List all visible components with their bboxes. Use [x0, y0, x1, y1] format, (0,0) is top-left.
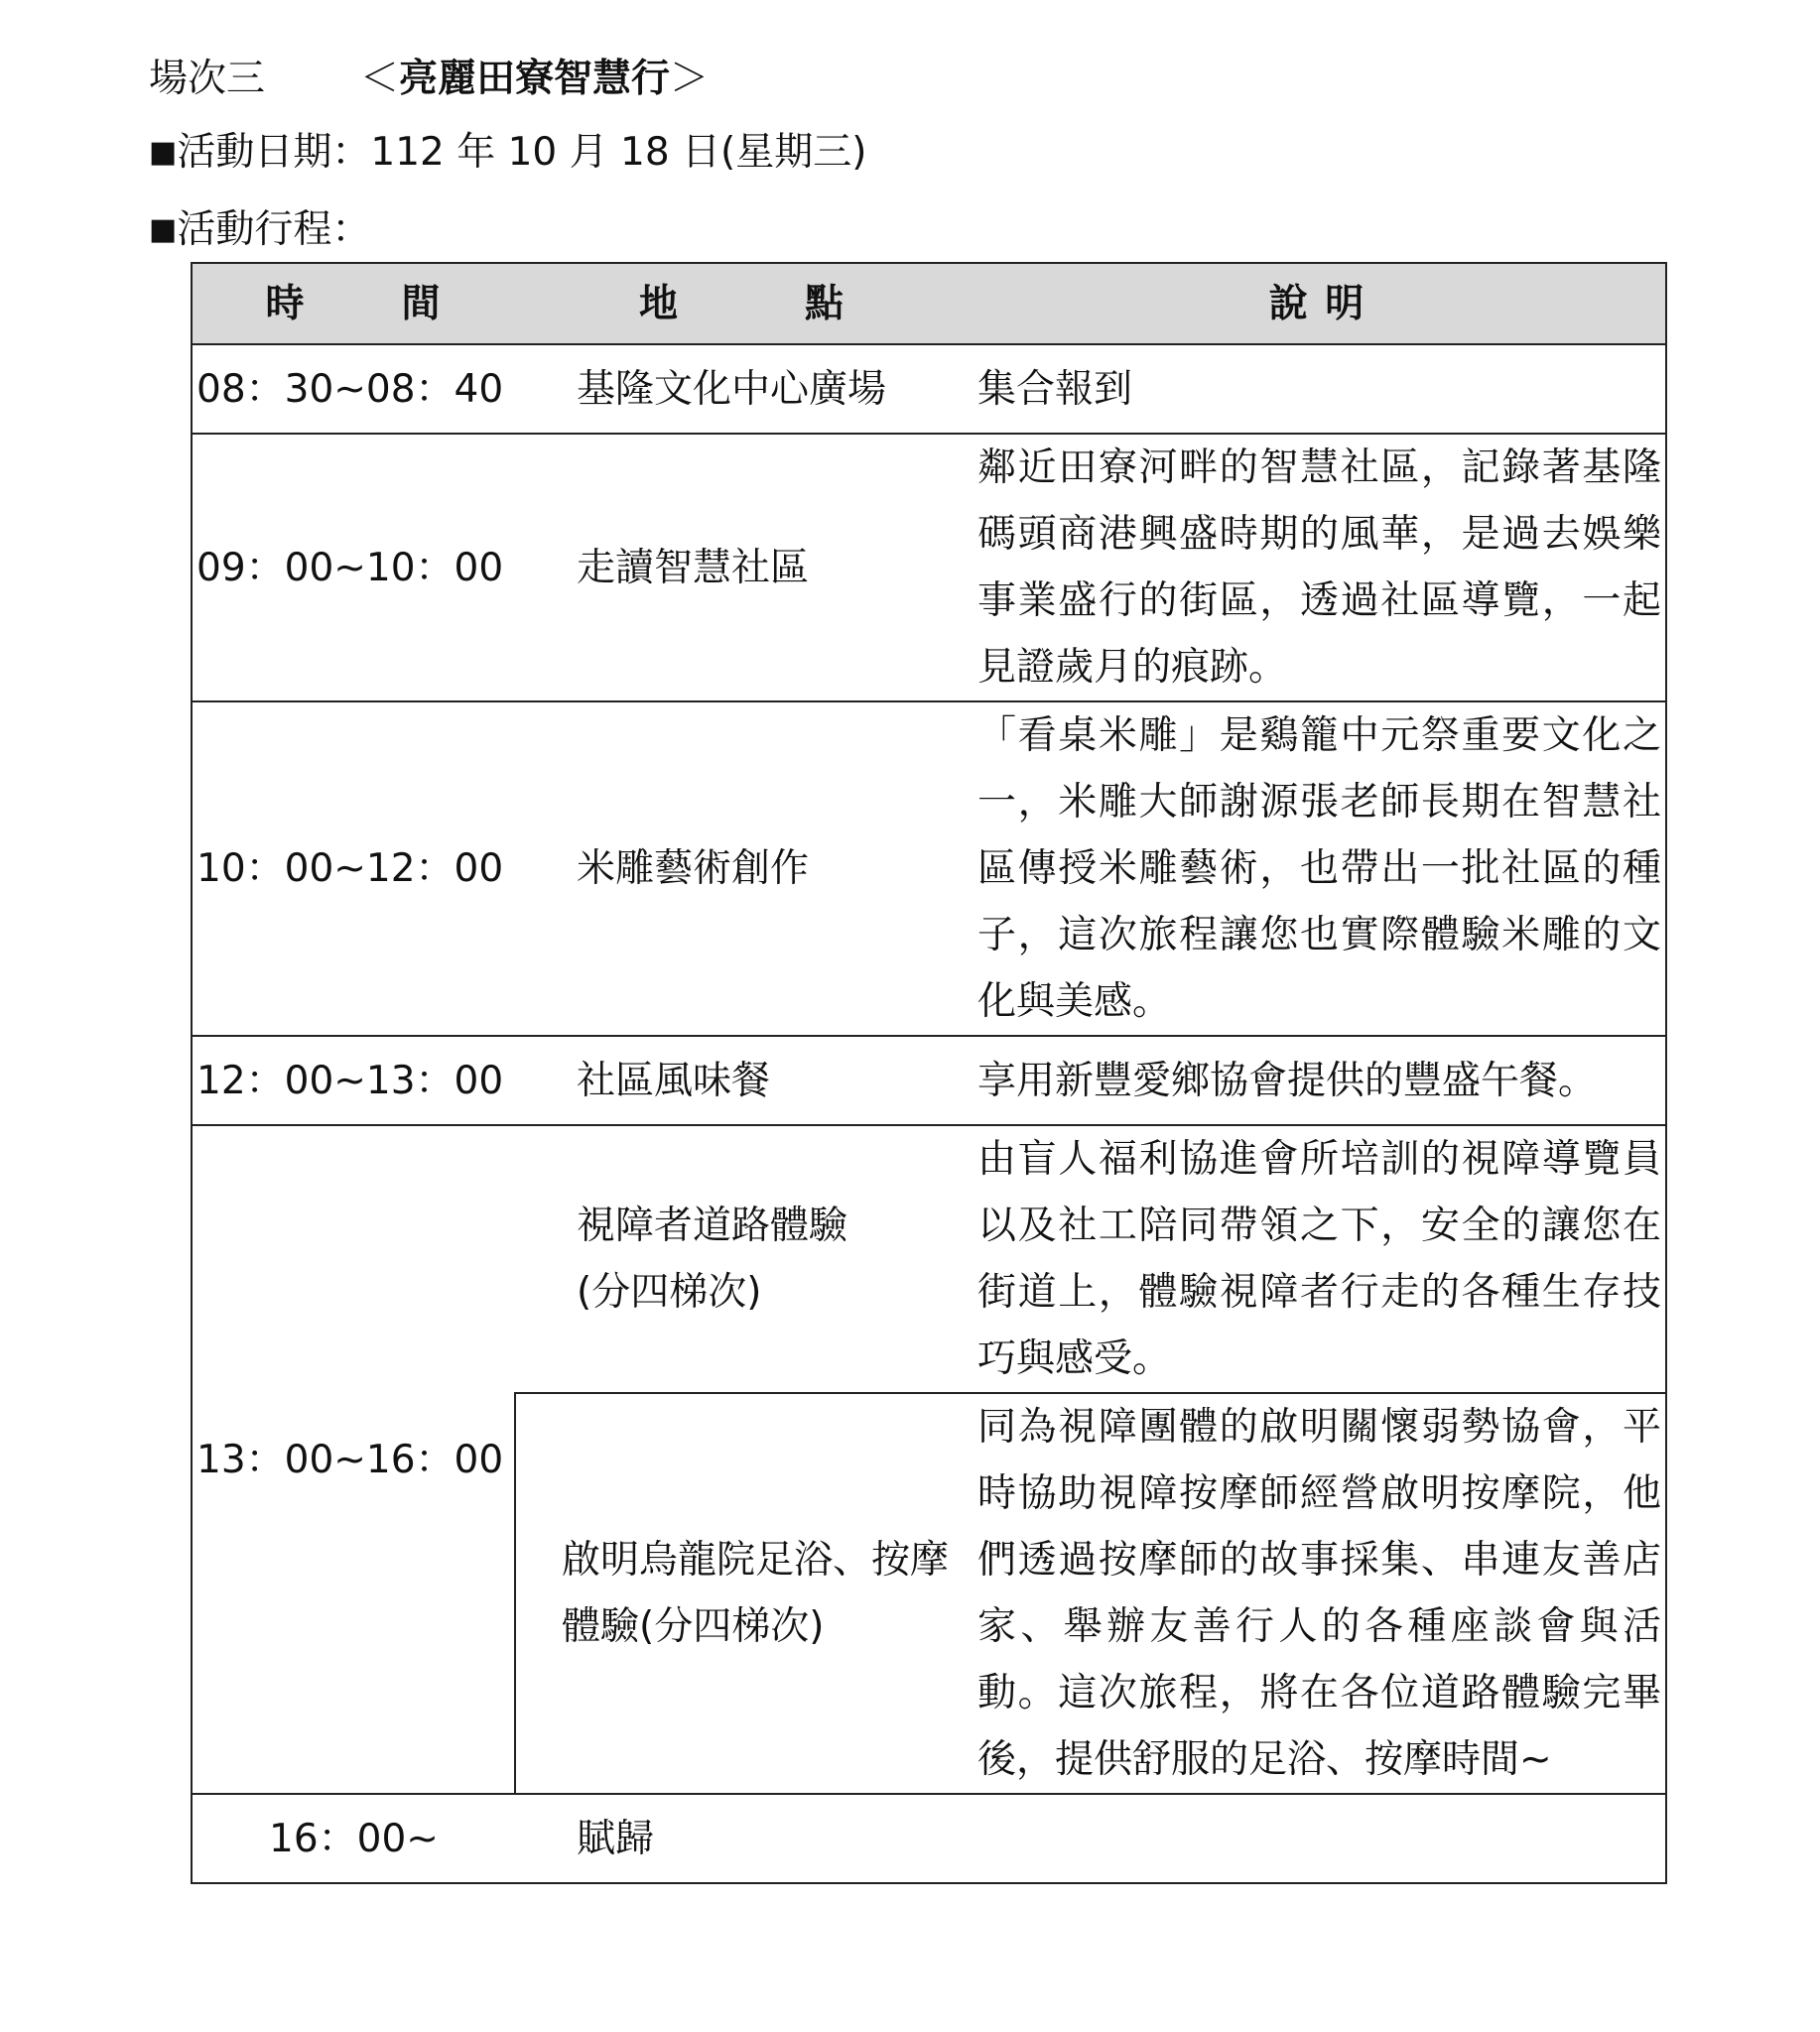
table-row: [192, 344, 1666, 434]
time-cell: 16：00~: [192, 1794, 515, 1883]
schedule-table: [191, 262, 1667, 1884]
square-bullet-icon: ■: [149, 212, 178, 247]
header-time-char-2: 間: [401, 281, 443, 326]
time-cell: 13：00~16：00: [192, 1125, 515, 1794]
place-cell: 視障者道路體驗(分四梯次): [515, 1125, 970, 1393]
table-row: [192, 1036, 1666, 1125]
square-bullet-icon: ■: [149, 135, 178, 170]
header-place-char-2: 點: [805, 281, 846, 326]
session-title: 亮麗田寮智慧行: [399, 57, 671, 101]
activity-date-value: 112 年 10 月 18 日(星期三): [370, 130, 867, 175]
time-cell: 09：00~10：00: [192, 434, 515, 701]
header-description: 說 明: [970, 263, 1666, 344]
activity-date-line: [149, 127, 866, 179]
table-header-row: [192, 263, 1666, 344]
header-time: [192, 263, 515, 344]
session-open-bracket: ＜: [360, 57, 400, 101]
description-cell: 集合報到: [970, 344, 1666, 434]
description-cell: 鄰近田寮河畔的智慧社區，記錄著基隆碼頭商港興盛時期的風華，是過去娛樂事業盛行的街區，透過社區導覽，一起見證歲月的痕跡。: [970, 434, 1666, 701]
table-row: [192, 1125, 1666, 1393]
description-cell: [970, 1794, 1666, 1883]
place-cell: 走讀智慧社區: [515, 434, 970, 701]
activity-date-label: 活動日期：: [177, 130, 371, 175]
place-cell: 社區風味餐: [515, 1036, 970, 1125]
session-close-bracket: ＞: [670, 57, 710, 101]
description-cell: 同為視障團體的啟明關懷弱勢協會，平時協助視障按摩師經營啟明按摩院，他們透過按摩師的故事採集、串連友善店家、舉辦友善行人的各種座談會與活動。這次旅程，將在各位道路體驗完畢後，提供舒服的足浴、按摩時間~: [970, 1393, 1666, 1794]
table-row: [192, 701, 1666, 1036]
description-cell: 「看桌米雕」是鷄籠中元祭重要文化之一，米雕大師謝源張老師長期在智慧社區傳授米雕藝術，也帶出一批社區的種子，這次旅程讓您也實際體驗米雕的文化與美感。: [970, 701, 1666, 1036]
table-row: [192, 434, 1666, 701]
session-heading: [149, 54, 709, 105]
activity-schedule-label: 活動行程：: [177, 207, 371, 252]
header-place-char-1: 地: [638, 281, 680, 326]
activity-schedule-line: [149, 204, 370, 256]
time-cell: 10：00~12：00: [192, 701, 515, 1036]
place-cell: 基隆文化中心廣場: [515, 344, 970, 434]
place-cell: 賦歸: [515, 1794, 970, 1883]
description-cell: 由盲人福利協進會所培訓的視障導覽員以及社工陪同帶領之下，安全的讓您在街道上，體驗視障者行走的各種生存技巧與感受。: [970, 1125, 1666, 1393]
header-place: [515, 263, 970, 344]
time-cell: 12：00~13：00: [192, 1036, 515, 1125]
session-label: 場次三: [149, 57, 266, 101]
table-row: [192, 1794, 1666, 1883]
description-cell: 享用新豐愛鄉協會提供的豐盛午餐。: [970, 1036, 1666, 1125]
place-cell: 米雕藝術創作: [515, 701, 970, 1036]
time-cell: 08：30~08：40: [192, 344, 515, 434]
place-cell: 啟明烏龍院足浴、按摩體驗(分四梯次): [515, 1393, 970, 1794]
header-time-char-1: 時: [265, 281, 307, 326]
